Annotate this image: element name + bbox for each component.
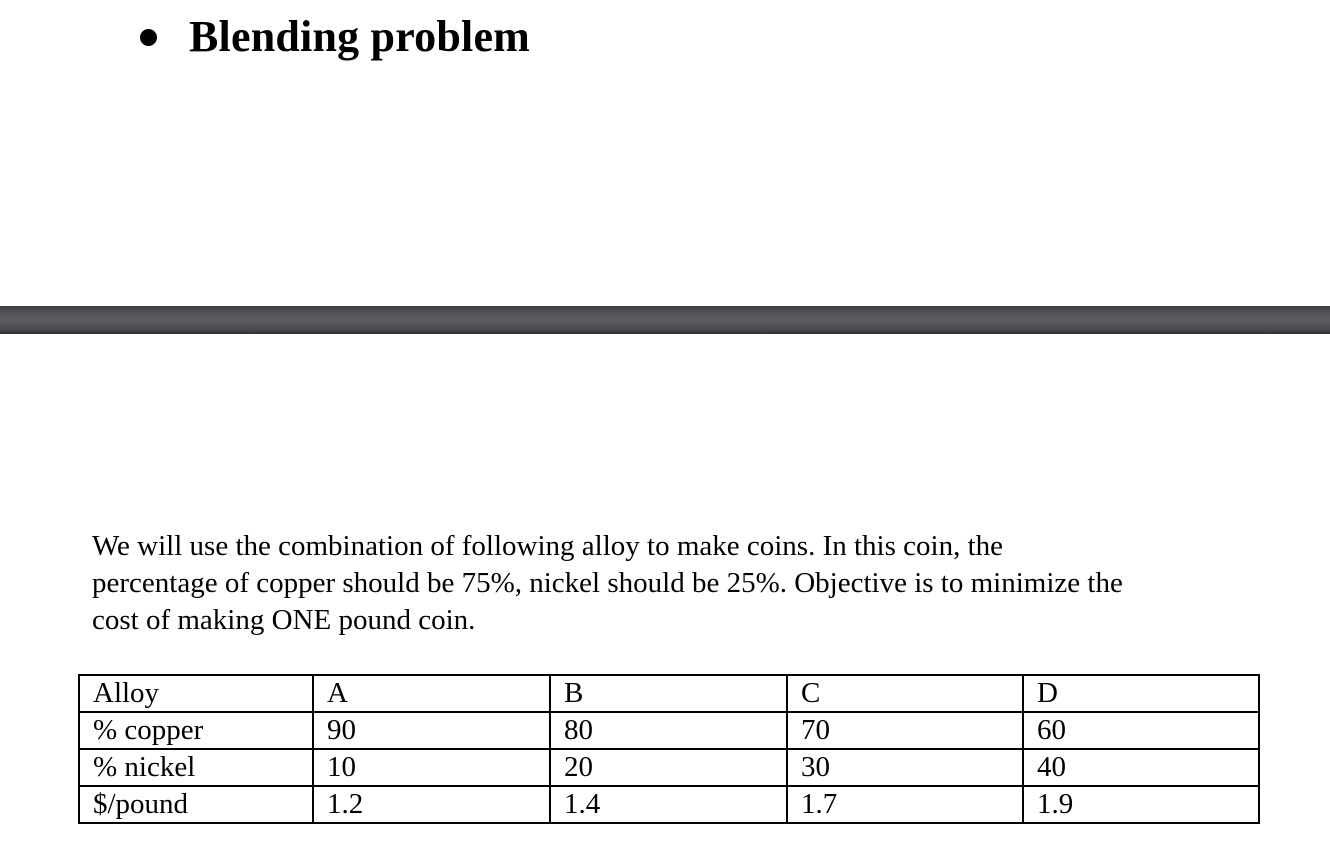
table-cell: B — [550, 675, 787, 712]
table-cell: % nickel — [79, 749, 313, 786]
table-cell: 30 — [787, 749, 1023, 786]
section-divider-bar — [0, 306, 1330, 334]
description-line-3: cost of making ONE pound coin. — [92, 604, 476, 636]
page-title: Blending problem — [189, 11, 531, 61]
table-row — [79, 749, 1259, 786]
problem-description — [92, 528, 1252, 639]
table-cell: 10 — [313, 749, 550, 786]
table-cell: $/pound — [79, 786, 313, 823]
table-cell: 60 — [1023, 712, 1259, 749]
bullet-dot-icon — [140, 29, 157, 46]
table-cell: 1.7 — [787, 786, 1023, 823]
table-row-header — [79, 675, 1259, 712]
table-cell: 1.2 — [313, 786, 550, 823]
table-cell: 80 — [550, 712, 787, 749]
table-cell: 1.9 — [1023, 786, 1259, 823]
heading-row — [140, 8, 530, 64]
table-cell: 20 — [550, 749, 787, 786]
table-cell: D — [1023, 675, 1259, 712]
table-cell: A — [313, 675, 550, 712]
description-line-1: We will use the combination of following alloy to make coins. In this coin, the — [92, 530, 1003, 562]
description-line-2: percentage of copper should be 75%, nickel should be 25%. Objective is to minimize the — [92, 567, 1123, 599]
table-row — [79, 712, 1259, 749]
table-cell: 90 — [313, 712, 550, 749]
table-cell: Alloy — [79, 675, 313, 712]
table-cell: 40 — [1023, 749, 1259, 786]
table-cell: 70 — [787, 712, 1023, 749]
table-cell: 1.4 — [550, 786, 787, 823]
table-cell: C — [787, 675, 1023, 712]
slide-top-section — [0, 0, 1330, 306]
alloy-table — [78, 674, 1260, 824]
table-row — [79, 786, 1259, 823]
table-cell: % copper — [79, 712, 313, 749]
